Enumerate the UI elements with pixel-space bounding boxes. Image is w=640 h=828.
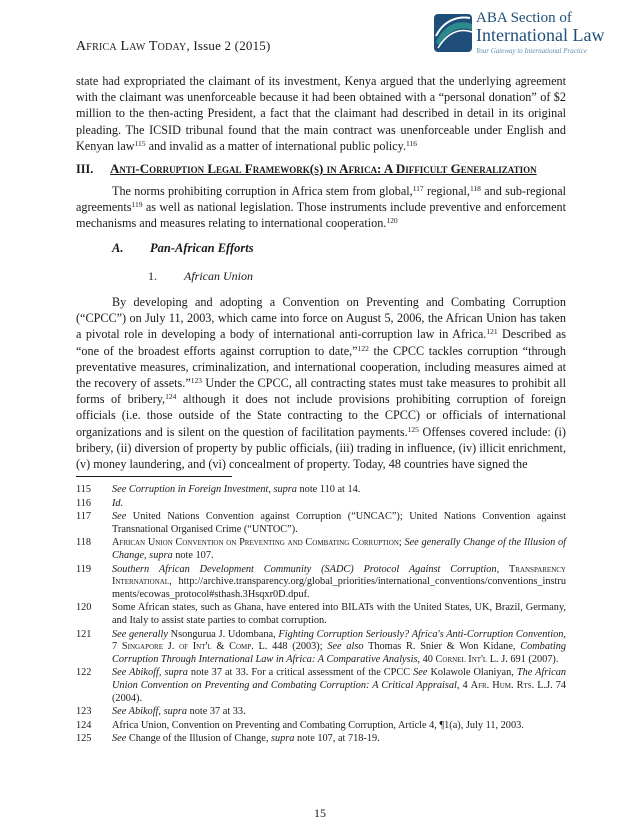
footnote-number: 115	[76, 484, 92, 495]
footnote-text	[112, 667, 566, 705]
section-title: Anti-Corruption Legal Framework(s) in Africa: A Difficult Generalization	[110, 161, 537, 176]
footnote-divider	[76, 476, 232, 477]
text-run: note 37 at 33. For a critical assessment of the CPCC	[187, 667, 414, 679]
subsection-title: Pan-African Efforts	[150, 241, 254, 255]
text-run: Thomas R. Snier & Won Kidane,	[363, 641, 521, 653]
text-run: 74 (2004).	[112, 679, 566, 704]
text-run: Change of the Illusion of Change,	[126, 733, 271, 745]
text-run: 448 (2003);	[267, 641, 328, 653]
footnote	[76, 706, 566, 719]
text-run: See	[413, 667, 428, 679]
text-run: , 7	[112, 628, 566, 653]
footnote-text	[112, 706, 566, 719]
footnote-number: 123	[76, 706, 92, 718]
paragraph-african-union	[76, 294, 566, 472]
footnote	[76, 629, 566, 667]
subsection-number: A.	[112, 241, 124, 255]
footnote	[76, 484, 566, 497]
footnote-ref[interactable]: 115	[134, 138, 146, 148]
logo-line2: International Law	[476, 25, 605, 45]
footnote-text	[112, 733, 566, 746]
text-run: and sub-regional agreements	[76, 184, 567, 215]
text-run: Combating Corruption Through International Law in Africa: A Comparative Analysis	[112, 641, 566, 665]
text-run: , 40	[417, 653, 436, 665]
footnote	[76, 733, 566, 746]
footnote-text	[112, 511, 566, 536]
footnote	[76, 498, 566, 511]
text-run: See Corruption in Foreign Investment, supra	[112, 484, 297, 495]
subsubsection-heading-1	[148, 269, 253, 284]
footnote-ref[interactable]: 125	[407, 424, 419, 434]
text-run: The African Union Convention on Preventing and Combating Corruption: A Critical Appraisal	[112, 667, 567, 691]
text-run: Cornel Int'l L. J.	[435, 653, 508, 665]
footnote-url[interactable]: , http://archive.transparency.org/global_priorities/international_conventions/conventions_instruments/ecowas_protocol#sthash.3Hsqxr0D.dpuf.	[112, 576, 566, 600]
text-run: Transparency International	[112, 563, 566, 588]
running-header	[76, 38, 271, 55]
section-heading-iii	[76, 161, 576, 177]
text-run: note 107.	[172, 549, 214, 561]
footnote-ref[interactable]: 119	[131, 200, 143, 210]
aba-logo	[432, 10, 622, 66]
text-run: Nsongurua J. Udombana,	[167, 628, 279, 640]
footnote	[76, 564, 566, 602]
footnote	[76, 511, 566, 536]
text-run: Fighting Corruption Seriously? Africa's Anti-Corruption Convention	[278, 628, 564, 640]
footnote-text	[112, 564, 566, 602]
footnote	[76, 602, 566, 627]
text-run: The norms prohibiting corruption in Africa stem from global,	[112, 184, 413, 198]
footnote-text	[112, 629, 566, 667]
footnote	[76, 537, 566, 562]
footnote-ref[interactable]: 121	[486, 327, 498, 337]
text-run: Id.	[112, 497, 124, 509]
text-run: United Nations Convention against Corruption (“UNCAC”); United Nations Convention against Transnational Organised Crime (“UNTOC”).	[112, 511, 566, 535]
text-run: See Abikoff, supra	[112, 706, 188, 718]
footnote-ref[interactable]: 117	[412, 184, 424, 193]
text-run: although it does not include provisions prohibiting corruption of foreign officials (i.e. those outside of the State contracting to the CPCC) or officials of international organizations and is silent on the question of facilitation payments.	[76, 392, 566, 439]
footnote-number: 120	[76, 602, 92, 614]
footnote-ref[interactable]: 124	[165, 392, 177, 402]
text-run: Kolawole Olaniyan,	[427, 667, 517, 679]
footnote-number: 117	[76, 511, 92, 523]
paragraph-norms	[76, 183, 566, 232]
text-run: note 110 at 14.	[296, 484, 361, 495]
footnote-text	[112, 484, 566, 497]
subsection-heading-a	[112, 241, 254, 256]
section-number: III.	[76, 162, 94, 176]
text-run: as well as national legislation. Those instruments include preventive and enforcement mechanisms and measures relating to international cooperation.	[76, 200, 566, 231]
footnote-text	[112, 498, 566, 511]
text-run: state had expropriated the claimant of its investment, Kenya argued that the underlying agreement with the claimant was unenforceable because it had been obtained with a “personal donation” of $2 million to the then-acting President, a fact that the claimant had described in detail in its original pleading. The ICSID tribunal found that the main contract was unenforceable under English and Kenyan law	[76, 74, 566, 153]
text-run: Offenses covered include: (i) bribery, (ii) diversion of property by public officials, (iii) trading in influence, (iv) illicit enrichment, (v) money laundering, and (vi) concealment of property. Today, 48 countries have signed the	[76, 424, 566, 472]
footnote-number: 121	[76, 628, 92, 640]
page-number: 15	[314, 806, 326, 820]
footnote-text: Some African states, such as Ghana, have entered into BILATs with the United States, UK, Brazil, Germany, and Italy to assist state parties to combat corruption.	[112, 602, 566, 626]
text-run: Afr. Hum. Rts. L.J.	[470, 679, 553, 691]
subsubsection-title: African Union	[184, 269, 253, 283]
footnote-ref[interactable]: 116	[406, 138, 417, 148]
logo-line1: ABA Section of	[476, 10, 572, 26]
text-run: 691 (2007).	[507, 653, 559, 665]
footnote-number: 124	[76, 719, 92, 731]
text-run: Described as “one of the broadest efforts against corruption to date,”	[76, 327, 566, 358]
footnote	[76, 720, 566, 733]
footnote-number: 125	[76, 733, 92, 745]
footnote-text	[112, 537, 566, 562]
footnote-number: 116	[76, 497, 92, 509]
text-run: , 4	[456, 679, 471, 691]
footnote-number: 122	[76, 667, 92, 679]
text-run: See	[112, 511, 127, 523]
logo-tagline: Your Gateway to International Practice	[476, 47, 587, 55]
footnote	[76, 667, 566, 705]
footnotes	[76, 484, 566, 747]
text-run: Singapore J. of Int'l & Comp. L.	[121, 641, 268, 653]
footnote-number: 118	[76, 537, 92, 549]
journal-name: Africa Law Today	[76, 39, 187, 54]
text-run: See	[112, 733, 127, 745]
footnote-text: Africa Union, Convention on Preventing and Combating Corruption, Article 4, ¶1(a), July 11, 2003.	[112, 719, 524, 731]
text-run: note 107, at 718-19.	[294, 733, 380, 745]
footnote-ref[interactable]: 122	[357, 343, 369, 353]
text-run: regional,	[423, 184, 470, 198]
footnote-ref[interactable]: 120	[386, 216, 398, 226]
aba-globe-icon	[432, 12, 474, 54]
issue-label: , Issue 2 (2015)	[186, 38, 271, 53]
text-run: supra	[271, 733, 295, 745]
paragraph-continuation	[76, 73, 566, 154]
logo-wordmark	[476, 10, 604, 56]
text-run: the CPCC tackles corruption “through preventative measures, criminalization, and international cooperation, including measures aimed at the recovery of assets.”	[76, 343, 566, 391]
text-run: Southern African Development Community (SADC) Protocol Against Corruption	[112, 563, 497, 575]
text-run: ;	[398, 537, 405, 549]
footnote-ref[interactable]: 123	[190, 376, 202, 386]
text-run: ,	[496, 563, 509, 575]
text-run: and invalid as a matter of international public policy.	[145, 138, 407, 153]
footnote-ref[interactable]: 118	[469, 184, 481, 193]
footnote-number: 119	[76, 563, 92, 575]
text-run: See Abikoff, supra	[112, 667, 188, 679]
subsubsection-number: 1.	[148, 269, 157, 283]
text-run: By developing and adopting a Convention on Preventing and Combating Corruption (“CPCC”) on July 11, 2003, which came into force on August 5, 2006, the African Union has taken a pivotal role in developing a body of international anti-corruption law in Africa.	[76, 295, 566, 342]
text-run: Under the CPCC, all contracting states must take measures to prohibit all forms of bribery,	[76, 376, 566, 407]
text-run: note 37 at 33.	[187, 706, 246, 718]
text-run: See generally Change of the Illusion of Change, supra	[112, 537, 566, 561]
text-run: See also	[327, 641, 364, 653]
text-run: See generally	[112, 628, 168, 640]
text-run: African Union Convention on Preventing and Combating Corruption	[112, 537, 399, 549]
